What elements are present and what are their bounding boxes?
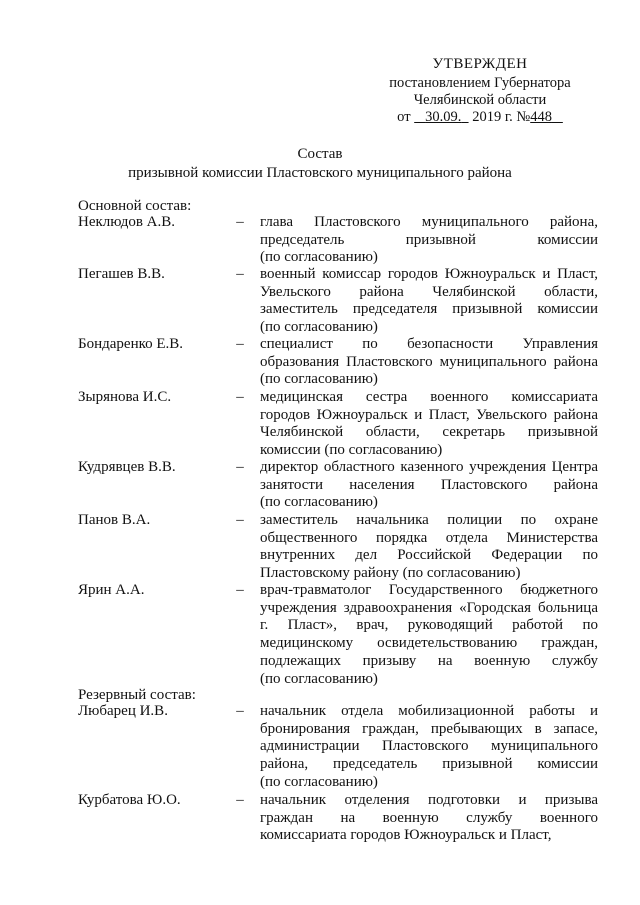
member-position (260, 266, 598, 337)
position-line: (по согласованию) (260, 319, 378, 336)
member-dash: – (236, 214, 244, 230)
member-position (260, 459, 598, 512)
member-name: Бондаренко Е.В. (78, 336, 184, 352)
position-line: учреждения здравоохранения «Городская больница (260, 599, 598, 616)
position-line: комиссии (по согласованию) (260, 442, 443, 459)
member-dash: – (236, 512, 244, 528)
member-position (260, 703, 598, 792)
member-name: Пегашев В.В. (78, 266, 165, 282)
date-value-text: 30.09. (425, 109, 462, 125)
member-position (260, 582, 598, 688)
position-line: директор областного казенного учреждения Центра (260, 459, 598, 475)
member-dash: – (236, 459, 244, 475)
position-line: военный комиссар городов Южноуральск и Пласт, (260, 266, 598, 282)
position-line: медицинскому освидетельствованию граждан, (260, 635, 598, 652)
position-line: граждан на военную службу военного (260, 809, 598, 826)
position-line: занятости населения Пластовского района (260, 476, 598, 493)
date-prefix: от (397, 109, 411, 125)
title-line-1: Состав (297, 146, 343, 162)
decree-number-text: 448 (530, 109, 552, 125)
title-line-2: призывной комиссии Пластовского муниципального района (128, 165, 512, 181)
approval-stamp (380, 56, 580, 126)
member-name: Кудрявцев В.В. (78, 459, 176, 475)
member-dash: – (236, 266, 244, 282)
position-line: подлежащих призыву на военную службу (260, 652, 598, 669)
position-line: заместитель начальника полиции по охране (260, 512, 598, 528)
position-line: городов Южноуральск и Пласт, Увельского района (260, 406, 598, 423)
position-line: начальник отделения подготовки и призыва (260, 792, 598, 808)
position-line: глава Пластовского муниципального района, (260, 214, 598, 230)
member-name: Ярин А.А. (78, 582, 145, 598)
position-line: (по согласованию) (260, 371, 378, 388)
position-line: (по согласованию) (260, 249, 378, 266)
date-value (414, 109, 468, 125)
number-sign: № (516, 109, 531, 125)
position-line: администрации Пластовского муниципального (260, 738, 598, 755)
approval-line-1: постановлением Губернатора (389, 75, 571, 91)
decree-number (530, 109, 563, 125)
member-dash: – (236, 389, 244, 405)
position-line: начальник отдела мобилизационной работы и (260, 703, 598, 719)
member-name: Зырянова И.С. (78, 389, 172, 405)
position-line: специалист по безопасности Управления (260, 336, 598, 352)
member-name: Курбатова Ю.О. (78, 792, 181, 808)
position-line: председатель призывной комиссии (260, 231, 598, 248)
member-name: Неклюдов А.В. (78, 214, 176, 230)
member-dash: – (236, 792, 244, 808)
position-line: Челябинской области, секретарь призывной (260, 424, 598, 441)
position-line: комиссариата городов Южноуральск и Пласт, (260, 827, 552, 844)
member-position (260, 792, 598, 845)
position-line: заместитель председателя призывной комиссии (260, 301, 598, 318)
member-position (260, 389, 598, 460)
member-position (260, 336, 598, 389)
position-line: (по согласованию) (260, 494, 378, 511)
position-line: г. Пласт», врач, руководящий работой по (260, 617, 598, 634)
position-line: врач-травматолог Государственного бюджетного (260, 582, 598, 598)
member-name: Любарец И.В. (78, 703, 168, 719)
document-title (0, 145, 640, 183)
approval-dateline (380, 109, 580, 126)
member-position (260, 214, 598, 267)
position-line: общественного порядка отдела Министерства (260, 529, 598, 546)
approval-title: УТВЕРЖДЕН (432, 56, 528, 72)
position-line: внутренних дел Российской Федерации по (260, 547, 598, 564)
main-section-label: Основной состав: (78, 198, 192, 214)
member-name: Панов В.А. (78, 512, 151, 528)
date-year: 2019 г. (472, 109, 513, 125)
member-dash: – (236, 336, 244, 352)
position-line: (по согласованию) (260, 670, 378, 687)
approval-line-2: Челябинской области (413, 92, 547, 108)
position-line: Увельского района Челябинской области, (260, 283, 598, 300)
position-line: образования Пластовского муниципального района (260, 353, 598, 370)
position-line: Пластовскому району (по согласованию) (260, 565, 521, 582)
member-dash: – (236, 703, 244, 719)
position-line: медицинская сестра военного комиссариата (260, 389, 598, 405)
position-line: района, председатель призывной комиссии (260, 756, 598, 773)
position-line: бронирования граждан, пребывающих в запасе, (260, 720, 598, 737)
member-dash: – (236, 582, 244, 598)
member-position (260, 512, 598, 583)
reserve-section-label: Резервный состав: (78, 687, 196, 703)
position-line: (по согласованию) (260, 773, 378, 790)
